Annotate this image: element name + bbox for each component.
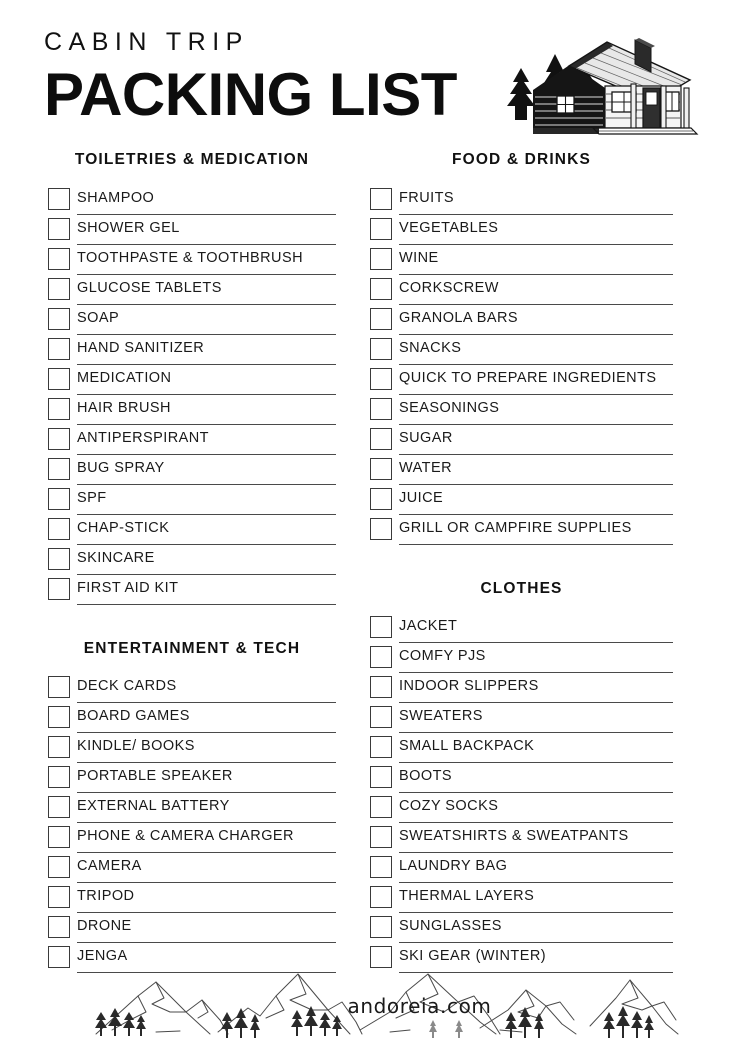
checkbox[interactable] — [48, 676, 70, 698]
checklist-item-label: JACKET — [399, 613, 673, 643]
checklist-item[interactable] — [48, 365, 336, 395]
checklist-item-label: HAND SANITIZER — [77, 335, 336, 365]
checklist-item-label: ANTIPERSPIRANT — [77, 425, 336, 455]
checkbox[interactable] — [48, 916, 70, 938]
checklist-item[interactable] — [370, 613, 673, 643]
checklist-item-label: TRIPOD — [77, 883, 336, 913]
checkbox[interactable] — [48, 706, 70, 728]
section-title: TOILETRIES & MEDICATION — [74, 151, 310, 168]
checkbox[interactable] — [48, 368, 70, 390]
checklist-item[interactable] — [370, 913, 673, 943]
checklist-item[interactable] — [370, 515, 673, 545]
checklist-item[interactable] — [48, 853, 336, 883]
section-title: ENTERTAINMENT & TECH — [83, 639, 301, 657]
checkbox[interactable] — [370, 518, 392, 540]
checkbox[interactable] — [48, 278, 70, 300]
checklist-item-label: HAIR BRUSH — [77, 395, 336, 425]
checklist-item[interactable] — [370, 275, 673, 305]
checklist-item[interactable] — [48, 215, 336, 245]
checkbox[interactable] — [48, 736, 70, 758]
checklist-item-label: SWEATERS — [399, 703, 673, 733]
checklist-item[interactable] — [370, 185, 673, 215]
checkbox[interactable] — [370, 796, 392, 818]
checkbox[interactable] — [370, 398, 392, 420]
checkbox[interactable] — [48, 488, 70, 510]
checkbox[interactable] — [370, 218, 392, 240]
page-footer — [0, 968, 745, 1046]
checkbox[interactable] — [370, 458, 392, 480]
checkbox[interactable] — [48, 796, 70, 818]
checkbox[interactable] — [370, 488, 392, 510]
checklist-item-label: SUNGLASSES — [399, 913, 673, 943]
checkbox[interactable] — [370, 428, 392, 450]
checklist-item-label: DRONE — [77, 913, 336, 943]
checklist-item[interactable] — [48, 335, 336, 365]
checkbox[interactable] — [370, 706, 392, 728]
checklist-item[interactable] — [370, 823, 673, 853]
checkbox[interactable] — [370, 368, 392, 390]
checklist-item-label: SWEATSHIRTS & SWEATPANTS — [399, 823, 673, 853]
checklist-item[interactable] — [48, 733, 336, 763]
checklist-item-label: SKINCARE — [77, 545, 336, 575]
checklist-item[interactable] — [370, 853, 673, 883]
checklist-item-label: TOOTHPASTE & TOOTHBRUSH — [77, 245, 336, 275]
checklist-item[interactable] — [370, 703, 673, 733]
checkbox[interactable] — [48, 578, 70, 600]
checklist-item[interactable] — [48, 823, 336, 853]
checklist-item-label: QUICK TO PREPARE INGREDIENTS — [399, 365, 673, 395]
checklist-item[interactable] — [48, 545, 336, 575]
checkbox[interactable] — [370, 338, 392, 360]
checklist-item[interactable] — [48, 703, 336, 733]
checklist-item-label: GRILL OR CAMPFIRE SUPPLIES — [399, 515, 673, 545]
checklist-item-label: BOARD GAMES — [77, 703, 336, 733]
checklist-items — [370, 185, 673, 545]
site-watermark: andoreia.com — [347, 994, 492, 1018]
checklist-item-label: CHAP-STICK — [77, 515, 336, 545]
checklist-item[interactable] — [370, 215, 673, 245]
checkbox[interactable] — [48, 856, 70, 878]
checkbox[interactable] — [48, 398, 70, 420]
checklist-item[interactable] — [370, 793, 673, 823]
checkbox[interactable] — [48, 308, 70, 330]
checklist-items — [48, 185, 336, 605]
page-header — [44, 30, 701, 142]
checkbox[interactable] — [48, 248, 70, 270]
checklist-item[interactable] — [48, 575, 336, 605]
checklist-item-label: SEASONINGS — [399, 395, 673, 425]
checklist-section — [48, 641, 336, 974]
checklist-item-label: JENGA — [77, 943, 336, 973]
checklist-item-label: BUG SPRAY — [77, 455, 336, 485]
checklist-item-label: SOAP — [77, 305, 336, 335]
left-column — [48, 152, 336, 973]
checklist-items — [370, 613, 673, 973]
checklist-item[interactable] — [370, 733, 673, 763]
checklist-item[interactable] — [370, 455, 673, 485]
checklist-item[interactable] — [48, 763, 336, 793]
checklist-item-label: GRANOLA BARS — [399, 305, 673, 335]
checkbox[interactable] — [370, 278, 392, 300]
section-title: CLOTHES — [480, 579, 563, 597]
checklist-item[interactable] — [48, 425, 336, 455]
checklist-item-label: FIRST AID KIT — [77, 575, 336, 605]
checklist-item-label: SKI GEAR (WINTER) — [399, 943, 673, 973]
checkbox[interactable] — [370, 188, 392, 210]
checkbox[interactable] — [370, 676, 392, 698]
checklist-item[interactable] — [370, 365, 673, 395]
checklist-item-label: EXTERNAL BATTERY — [77, 793, 336, 823]
checkbox[interactable] — [370, 308, 392, 330]
checklist-item[interactable] — [48, 673, 336, 703]
checkbox[interactable] — [370, 736, 392, 758]
checklist-item[interactable] — [48, 455, 336, 485]
page-eyebrow: CABIN TRIP — [44, 28, 249, 56]
checklist-item[interactable] — [48, 793, 336, 823]
checklist-item-label: WINE — [399, 245, 673, 275]
checklist-item-label: MEDICATION — [77, 365, 336, 395]
checklist-item[interactable] — [370, 335, 673, 365]
cabin-illustration — [485, 28, 701, 140]
title-block — [44, 28, 457, 128]
checklist-item-label: SMALL BACKPACK — [399, 733, 673, 763]
checkbox[interactable] — [370, 916, 392, 938]
checklist-item-label: COZY SOCKS — [399, 793, 673, 823]
checklist-item[interactable] — [370, 673, 673, 703]
checklist-item-label: THERMAL LAYERS — [399, 883, 673, 913]
checkbox[interactable] — [48, 886, 70, 908]
checklist-item-label: SNACKS — [399, 335, 673, 365]
checklist-item-label: SUGAR — [399, 425, 673, 455]
checklist-item[interactable] — [370, 643, 673, 673]
checklist-item[interactable] — [370, 395, 673, 425]
checkbox[interactable] — [48, 338, 70, 360]
checklist-item-label: PORTABLE SPEAKER — [77, 763, 336, 793]
checkbox[interactable] — [48, 218, 70, 240]
checkbox[interactable] — [48, 458, 70, 480]
checklist-item-label: BOOTS — [399, 763, 673, 793]
checklist-item-label: INDOOR SLIPPERS — [399, 673, 673, 703]
checkbox[interactable] — [370, 886, 392, 908]
checklist-item-label: PHONE & CAMERA CHARGER — [77, 823, 336, 853]
checkbox[interactable] — [370, 946, 392, 968]
checklist-section — [370, 581, 673, 974]
checkbox[interactable] — [370, 616, 392, 638]
checklist-item-label: KINDLE/ BOOKS — [77, 733, 336, 763]
checklist-item[interactable] — [48, 515, 336, 545]
checklist-item[interactable] — [48, 395, 336, 425]
checklist-item-label: SHAMPOO — [77, 185, 336, 215]
checkbox[interactable] — [370, 826, 392, 848]
checklist-item[interactable] — [370, 485, 673, 515]
checklist-item-label: CAMERA — [77, 853, 336, 883]
checklist-item-label: JUICE — [399, 485, 673, 515]
checklist-section — [48, 152, 336, 605]
checklist-item[interactable] — [370, 305, 673, 335]
checkbox[interactable] — [48, 428, 70, 450]
checklist-item-label: WATER — [399, 455, 673, 485]
checklist-item[interactable] — [48, 913, 336, 943]
checklist-item[interactable] — [48, 185, 336, 215]
page-title: PACKING LIST — [44, 61, 457, 128]
checkbox[interactable] — [370, 856, 392, 878]
checklist-item-label: FRUITS — [399, 185, 673, 215]
checklist-item-label: VEGETABLES — [399, 215, 673, 245]
checklist-item[interactable] — [48, 305, 336, 335]
checklist-item[interactable] — [370, 763, 673, 793]
checklist-item[interactable] — [48, 275, 336, 305]
checkbox[interactable] — [48, 188, 70, 210]
checklist-item-label: DECK CARDS — [77, 673, 336, 703]
checklist-item[interactable] — [370, 883, 673, 913]
checklist-item-label: LAUNDRY BAG — [399, 853, 673, 883]
checkbox[interactable] — [370, 766, 392, 788]
checkbox[interactable] — [48, 826, 70, 848]
checklist-item[interactable] — [48, 883, 336, 913]
checklist-item-label: COMFY PJS — [399, 643, 673, 673]
section-title: FOOD & DRINKS — [452, 151, 591, 168]
checkbox[interactable] — [48, 766, 70, 788]
checklist-item[interactable] — [370, 425, 673, 455]
checkbox[interactable] — [48, 946, 70, 968]
checklist-section — [370, 152, 673, 545]
checklist-item-label: GLUCOSE TABLETS — [77, 275, 336, 305]
checklist-item-label: SHOWER GEL — [77, 215, 336, 245]
checkbox[interactable] — [370, 646, 392, 668]
checklist-items — [48, 673, 336, 973]
checkbox[interactable] — [370, 248, 392, 270]
checkbox[interactable] — [48, 548, 70, 570]
checklist-item-label: SPF — [77, 485, 336, 515]
checklist-item[interactable] — [370, 245, 673, 275]
checklist-item[interactable] — [48, 485, 336, 515]
checklist-item-label: CORKSCREW — [399, 275, 673, 305]
checklist-item[interactable] — [48, 245, 336, 275]
right-column — [370, 152, 673, 973]
checkbox[interactable] — [48, 518, 70, 540]
